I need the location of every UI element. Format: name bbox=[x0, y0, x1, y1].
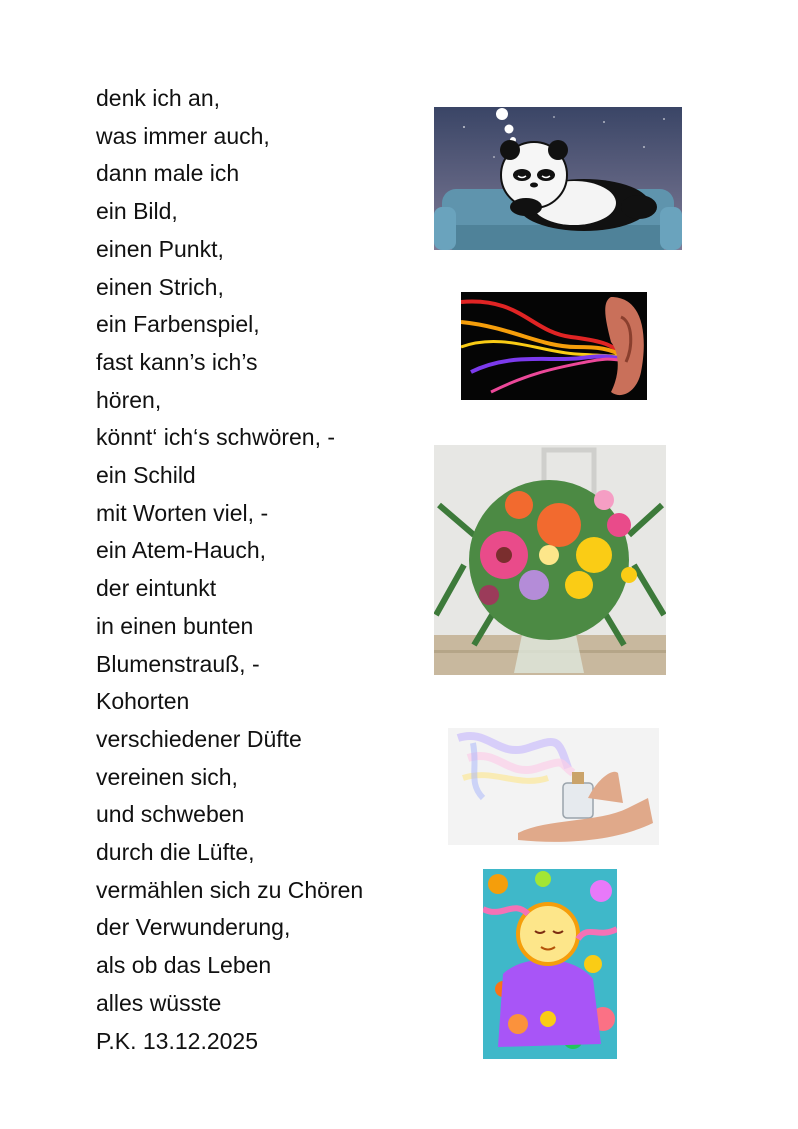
poem-line: durch die Lüfte, bbox=[96, 839, 255, 866]
poem-line: mit Worten viel, - bbox=[96, 499, 269, 526]
poem-line: ein Bild, bbox=[96, 198, 178, 225]
poem-line: ein Atem-Hauch, bbox=[96, 537, 267, 564]
poem-line: vermählen sich zu Chören bbox=[96, 876, 364, 903]
poem-line: denk ich an, bbox=[96, 85, 221, 111]
poem-line: und schweben bbox=[96, 801, 245, 828]
poem-line: Kohorten bbox=[96, 688, 190, 715]
poem-line: der eintunkt bbox=[96, 575, 217, 602]
poem-line: vereinen sich, bbox=[96, 763, 238, 790]
poem-line: was immer auch, bbox=[96, 122, 270, 149]
poem-line: in einen bunten bbox=[96, 612, 254, 639]
poem-line: als ob das Leben bbox=[96, 952, 272, 979]
poem-line: hören, bbox=[96, 386, 162, 413]
poem-line: verschiedener Düfte bbox=[96, 725, 302, 752]
poem-line: dann male ich bbox=[96, 160, 240, 187]
poem-line: der Verwunderung, bbox=[96, 914, 291, 941]
perfume-hand-image bbox=[448, 728, 659, 845]
poem-line: Blumenstrauß, - bbox=[96, 650, 260, 677]
poem-line: könnt‘ ich‘s schwören, - bbox=[96, 424, 336, 451]
sleeping-panda-image bbox=[434, 107, 682, 250]
poem-line: ein Farbenspiel, bbox=[96, 311, 260, 338]
poem-line: alles wüsste bbox=[96, 989, 222, 1016]
poem-line: fast kann’s ich’s bbox=[96, 348, 258, 375]
whimsical-painting-image bbox=[483, 869, 617, 1059]
flower-bouquet-image bbox=[434, 445, 666, 675]
signature-date: P.K. 13.12.2025 bbox=[96, 1027, 258, 1054]
poem-line: ein Schild bbox=[96, 462, 196, 489]
poem-text bbox=[96, 80, 416, 1060]
poem-line: einen Strich, bbox=[96, 273, 224, 300]
poem-line: einen Punkt, bbox=[96, 235, 224, 262]
rainbow-ear-image bbox=[461, 292, 647, 400]
